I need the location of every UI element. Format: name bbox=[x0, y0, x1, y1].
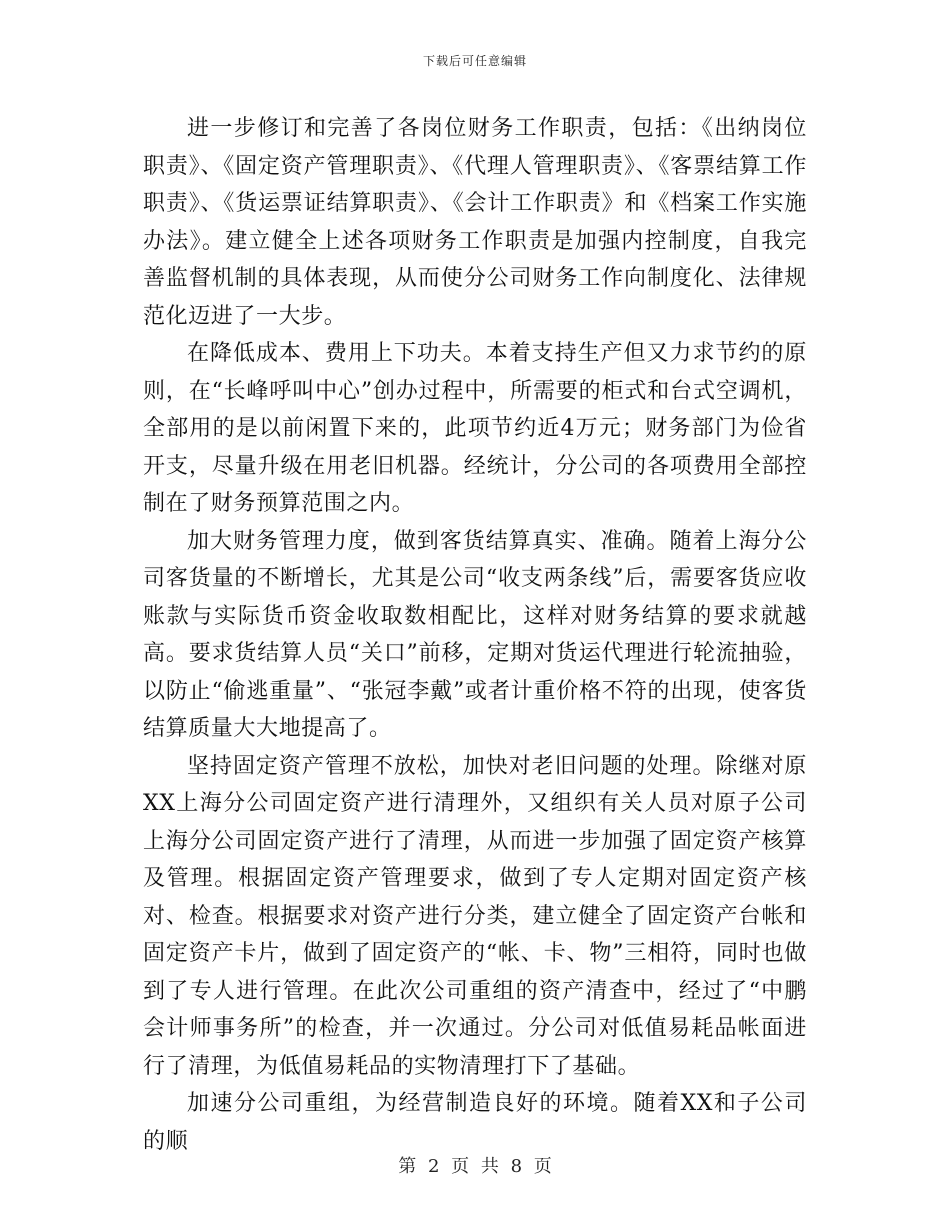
document-body bbox=[143, 110, 807, 1160]
paragraph-cost-reduction: 在降低成本、费用上下功夫。本着支持生产但又力求节约的原则，在“长峰呼叫中心”创办过程中，所需要的柜式和台式空调机，全部用的是以前闲置下来的，此项节约近4万元；财务部门为俭省开支，尽量升级在用老旧机器。经统计，分公司的各项费用全部控制在了财务预算范围之内。 bbox=[143, 341, 807, 516]
paragraph-settlement: 加大财务管理力度，做到客货结算真实、准确。随着上海分公司客货量的不断增长，尤其是公司“收支两条线”后，需要客货应收账款与实际货币资金收取数相配比，这样对财务结算的要求就越高。要求货结算人员“关口”前移，定期对货运代理进行轮流抽验，以防止“偷逃重量”、“张冠李戴”或者计重价格不符的出现，使客货结算质量大大地提高了。 bbox=[143, 528, 807, 741]
paragraph-restructuring: 加速分公司重组，为经营制造良好的环境。随着XX和子公司的顺 bbox=[143, 1091, 807, 1154]
paragraph-job-duties: 进一步修订和完善了各岗位财务工作职责，包括：《出纳岗位职责》、《固定资产管理职责》、《代理人管理职责》、《客票结算工作职责》、《货运票证结算职责》、《会计工作职责》和《档案工作实施办法》。建立健全上述各项财务工作职责是加强内控制度，自我完善监督机制的具体表现，从而使分公司财务工作向制度化、法律规范化迈进了一大步。 bbox=[143, 116, 807, 329]
page-number: 第 2 页 共 8 页 bbox=[398, 1156, 552, 1177]
paragraph-fixed-assets: 坚持固定资产管理不放松，加快对老旧问题的处理。除继对原XX上海分公司固定资产进行清理外，又组织有关人员对原子公司上海分公司固定资产进行了清理，从而进一步加强了固定资产核算及管理。根据固定资产管理要求，做到了专人定期对固定资产核对、检查。根据要求对资产进行分类，建立健全了固定资产台帐和固定资产卡片，做到了固定资产的“帐、卡、物”三相符，同时也做到了专人进行管理。在此次公司重组的资产清查中，经过了“中鹏会计师事务所”的检查，并一次通过。分公司对低值易耗品帐面进行了清理，为低值易耗品的实物清理打下了基础。 bbox=[143, 753, 807, 1079]
page-header-note: 下载后可任意编辑 bbox=[422, 54, 527, 68]
